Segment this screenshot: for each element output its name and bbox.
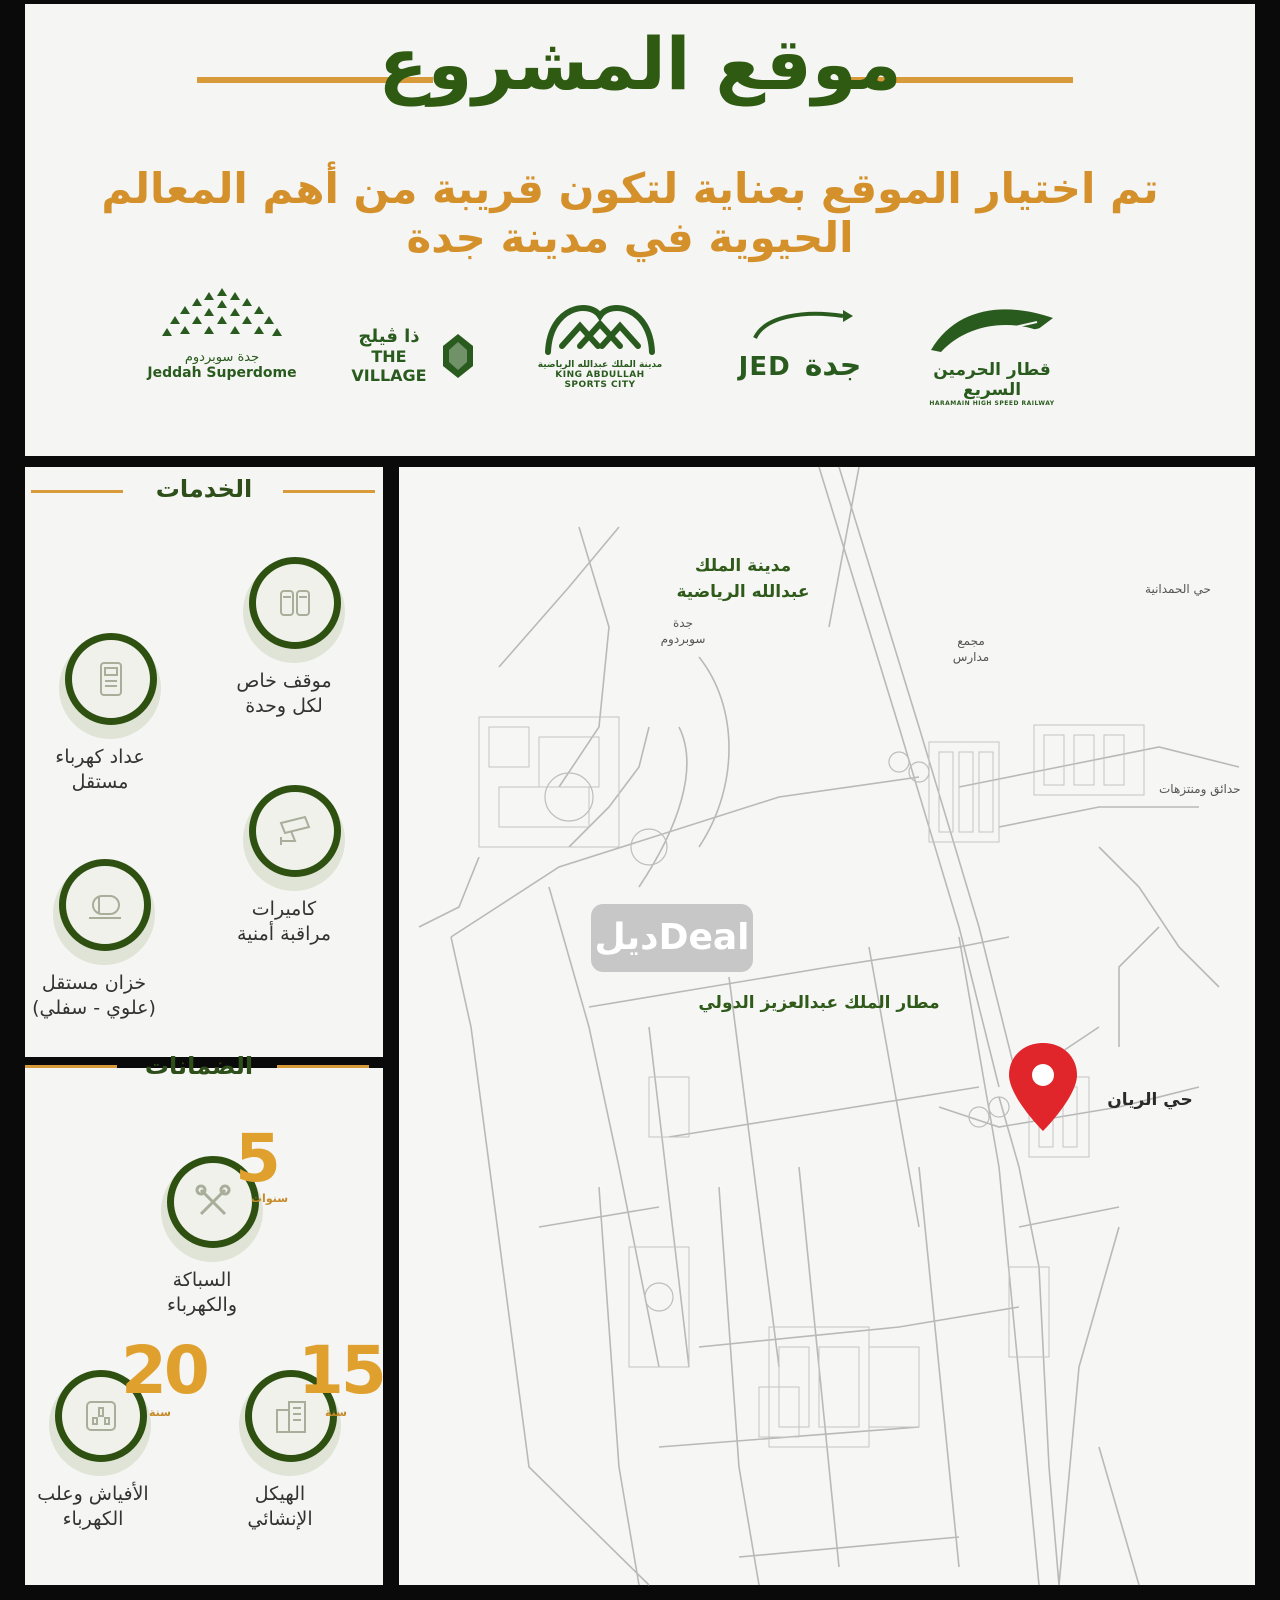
service-camera <box>209 785 359 947</box>
landmark-logo-sports-city <box>535 296 665 390</box>
service-label: عداد كهرباء مستقل <box>55 746 145 793</box>
watermark: ديلDeal <box>591 904 753 972</box>
jeddah-icon <box>745 308 855 344</box>
street-map <box>399 467 1255 1585</box>
guarantee-years: 20 <box>121 1332 207 1409</box>
landmark-name-en: KING ABDULLAH SPORTS CITY <box>555 370 645 390</box>
landmark-name-ar: مدينة الملك عبدالله الرياضية <box>537 360 663 370</box>
guarantee-unit: سنة <box>149 1406 171 1419</box>
landmark-logo-superdome <box>147 286 297 381</box>
guarantee-label: الهيكل الإنشائي <box>247 1483 313 1530</box>
landmark-logo-jeddah <box>740 308 860 383</box>
page-subtitle: تم اختيار الموقع بعناية لتكون قريبة من أهم المعالم الحيوية في مدينة جدة <box>101 164 1159 262</box>
camera-icon <box>249 785 341 877</box>
landmark-name-ar: جدة سوبردوم <box>184 350 260 365</box>
sports-city-icon <box>540 296 660 356</box>
guarantee-years: 5 <box>235 1120 278 1197</box>
map-label-airport: مطار الملك عبدالعزيز الدولي <box>698 993 940 1013</box>
services-title: الخدمات <box>155 475 253 503</box>
page-title: موقع المشروع <box>378 22 902 106</box>
dome-icon <box>157 286 287 346</box>
guarantee-label: السباكة والكهرباء <box>167 1269 237 1316</box>
parking-icon <box>249 557 341 649</box>
guarantee-unit: سنوات <box>251 1192 289 1205</box>
location-pin-icon[interactable] <box>1003 1039 1083 1139</box>
landmark-name-en: HARAMAIN HIGH SPEED RAILWAY <box>929 400 1055 407</box>
service-label: موقف خاص لكل وحدة <box>236 670 332 717</box>
landmark-name-ar: ذا ڤيلج <box>358 326 420 347</box>
map-panel <box>399 467 1255 1585</box>
landmark-name-ar: جدة <box>804 348 862 383</box>
landmark-logo-train <box>917 300 1067 407</box>
guarantees-title: الضمانات <box>144 1052 254 1080</box>
header-panel <box>25 4 1255 456</box>
train-icon <box>927 300 1057 356</box>
service-water-tank <box>19 859 169 1021</box>
guarantee-label: الأفياش وعلب الكهرباء <box>37 1483 149 1530</box>
landmark-name-en: JED <box>738 352 791 382</box>
service-parking <box>209 557 359 719</box>
guarantee-years: 15 <box>298 1332 384 1409</box>
village-icon <box>441 332 475 380</box>
map-label-parks: حدائق ومنتزهات <box>1159 782 1241 796</box>
guarantee-unit: سنة <box>325 1406 347 1419</box>
map-label-rayyan: حي الريان <box>1107 1090 1193 1110</box>
map-label-schools: مجمع مدارس <box>952 634 990 664</box>
service-label: كاميرات مراقبة أمنية <box>236 898 332 945</box>
water-tank-icon <box>59 859 151 951</box>
map-label-hamdaniya: حي الحمدانية <box>1145 582 1211 596</box>
landmark-name-ar: قطار الحرمين السريع <box>933 360 1051 400</box>
landmark-name-en: THE VILLAGE <box>351 347 427 385</box>
service-electric-meter <box>25 633 175 795</box>
landmark-logo-village <box>345 326 475 385</box>
guarantees-panel <box>25 1052 384 1585</box>
electric-meter-icon <box>65 633 157 725</box>
landmark-name-en: Jeddah Superdome <box>147 365 297 381</box>
map-label-sports-city: مدينة الملك عبدالله الرياضية <box>676 556 810 602</box>
services-panel <box>25 467 383 1057</box>
map-label-superdome: جدة سوبردوم <box>660 616 706 646</box>
service-label: خزان مستقل (علوي - سفلي) <box>32 972 156 1019</box>
